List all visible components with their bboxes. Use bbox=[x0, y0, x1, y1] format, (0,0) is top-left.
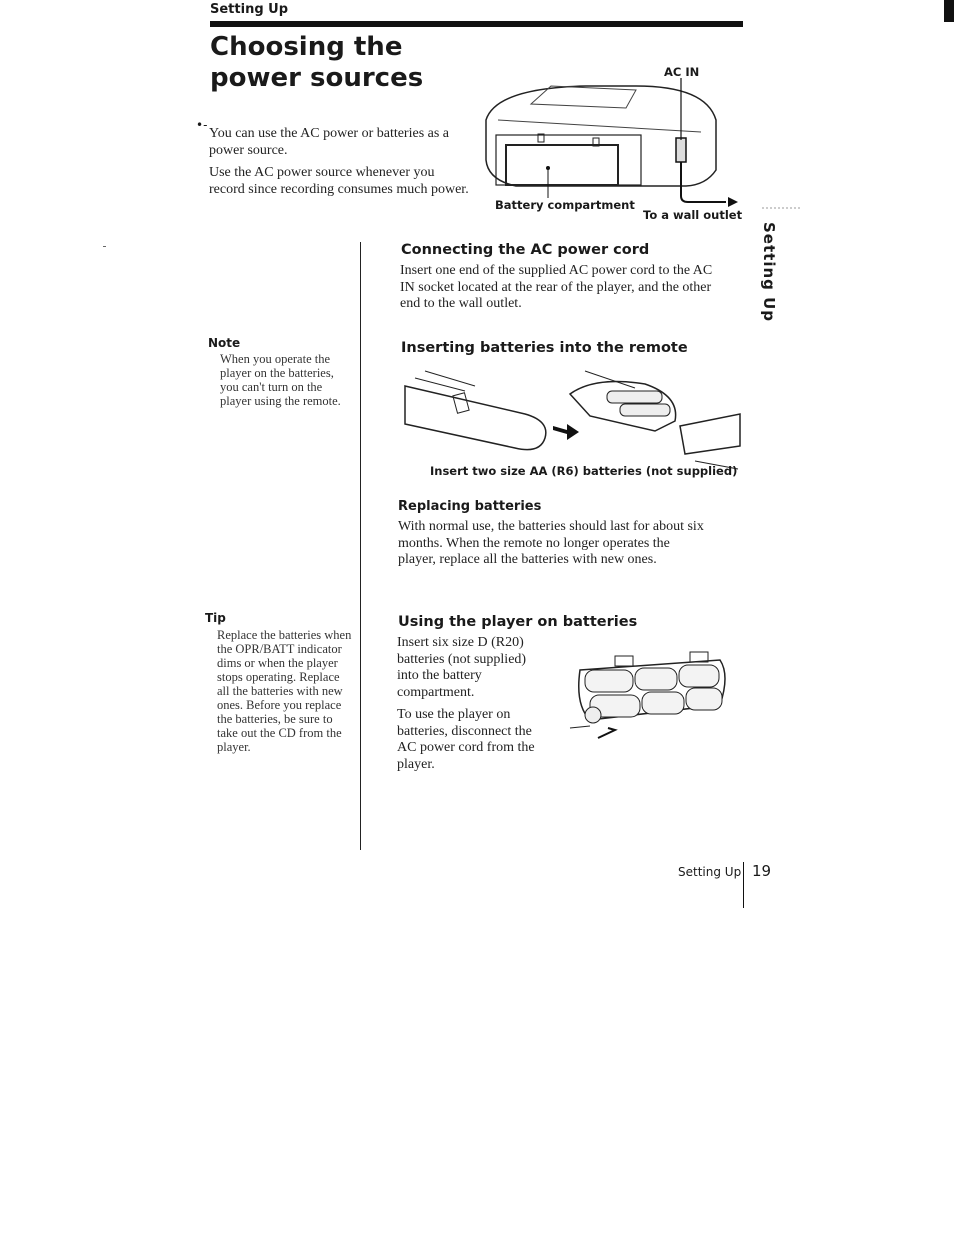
header-rule bbox=[210, 21, 743, 27]
replacing-batteries-text: With normal use, the batteries should last for about six months. When the remote no longer operates the player, replace all the batteries with new ones. bbox=[398, 519, 704, 567]
note-text: When you operate the player on the batteries, you can't turn on the player using the remote. bbox=[220, 352, 341, 408]
battery-compartment-label: Battery compartment bbox=[495, 198, 635, 212]
intro-paragraph-1: You can use the AC power or batteries as a power source. bbox=[209, 126, 450, 158]
connecting-ac-text: Insert one end of the supplied AC power cord to the AC IN socket located at the rear of the player, and the other end to the wall outlet. bbox=[400, 263, 713, 311]
using-batteries-text-1: Insert six size D (R20) batteries (not supplied) into the battery compartment. bbox=[397, 635, 527, 700]
footer-section-label: Setting Up bbox=[678, 865, 742, 879]
intro-paragraph-2: Use the AC power source whenever you record since recording consumes much power. bbox=[209, 165, 469, 197]
using-batteries-heading: Using the player on batteries bbox=[398, 614, 638, 630]
side-tab-decoration bbox=[762, 203, 802, 213]
using-batteries-text-2: To use the player on batteries, disconnect the AC power cord from the player. bbox=[397, 707, 535, 772]
page-number: 19 bbox=[752, 862, 772, 880]
tip-heading: Tip bbox=[205, 611, 226, 625]
page-edge-mark bbox=[944, 0, 954, 22]
pointer-mark-icon: •- bbox=[196, 118, 208, 132]
ac-in-label: AC IN bbox=[664, 65, 700, 79]
margin-mark bbox=[103, 246, 106, 247]
wall-outlet-label: To a wall outlet bbox=[643, 208, 743, 222]
page-title: Choosing the power sources bbox=[210, 32, 424, 93]
d-battery-compartment-illustration bbox=[570, 650, 735, 745]
column-divider bbox=[360, 242, 361, 850]
replacing-batteries-heading: Replacing batteries bbox=[398, 499, 542, 514]
remote-batteries-heading: Inserting batteries into the remote bbox=[401, 340, 688, 356]
connecting-ac-heading: Connecting the AC power cord bbox=[401, 242, 650, 258]
remote-battery-illustration bbox=[395, 366, 740, 471]
footer-rule bbox=[743, 862, 744, 908]
section-label: Setting Up bbox=[210, 2, 289, 17]
tip-text: Replace the batteries when the OPR/BATT indicator dims or when the player stops operating. Replace all the batteries with new ones. Before you replace the batteries, be sure to take out the CD from the player. bbox=[217, 628, 352, 754]
side-tab-setting-up: Setting Up bbox=[760, 222, 778, 323]
note-heading: Note bbox=[208, 336, 241, 350]
remote-battery-caption: Insert two size AA (R6) batteries (not supplied) bbox=[430, 464, 738, 478]
